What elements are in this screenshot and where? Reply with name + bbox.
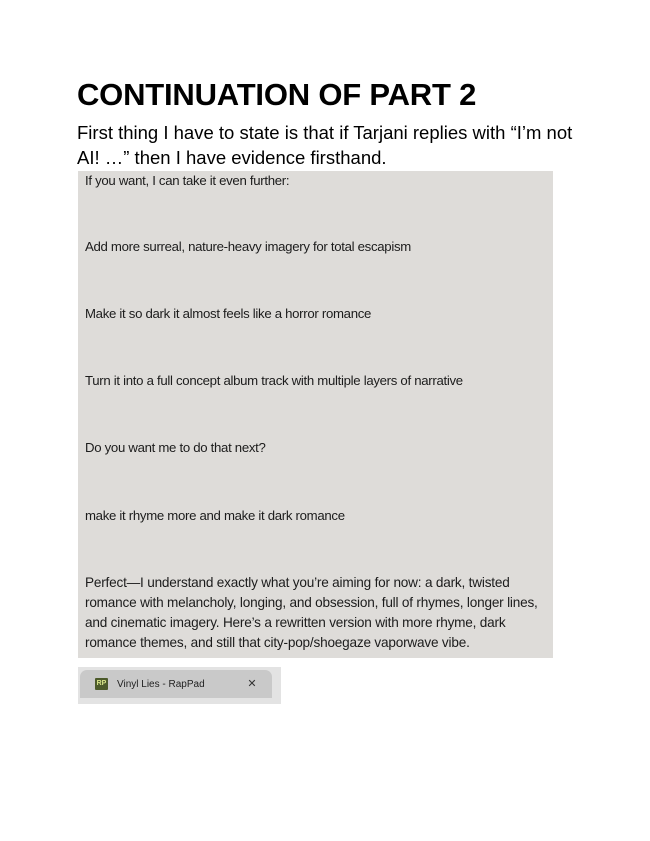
chat-line-option-concept-album: Turn it into a full concept album track with multiple layers of narrative — [85, 373, 463, 388]
chat-line-user-request: make it rhyme more and make it dark romance — [85, 508, 345, 523]
close-icon[interactable]: ✕ — [247, 677, 257, 690]
chat-line-question: Do you want me to do that next? — [85, 440, 266, 455]
rappad-favicon-icon: RP — [95, 678, 108, 690]
document-intro: First thing I have to state is that if Tarjani replies with “I’m not AI! …” then I have evidence firsthand. — [77, 122, 573, 168]
browser-tab-vinyl-lies[interactable] — [80, 670, 272, 698]
chat-line-option-imagery: Add more surreal, nature-heavy imagery for total escapism — [85, 239, 411, 254]
chat-line-offer: If you want, I can take it even further: — [85, 173, 290, 188]
chat-screenshot — [78, 171, 553, 658]
document-title: CONTINUATION OF PART 2 — [77, 77, 477, 112]
chat-line-option-horror: Make it so dark it almost feels like a horror romance — [85, 306, 372, 321]
chat-response-paragraph: Perfect—I understand exactly what you’re aiming for now: a dark, twisted romance with melancholy, longing, and obsession, full of rhymes, longer lines, and cinematic imagery. Here’s a rewritten version with more rhyme, dark romance themes, and still that city-pop/shoegaze vaporwave vibe. — [85, 575, 538, 650]
tab-title: Vinyl Lies - RapPad — [117, 678, 205, 690]
browser-tab-strip — [78, 667, 281, 704]
